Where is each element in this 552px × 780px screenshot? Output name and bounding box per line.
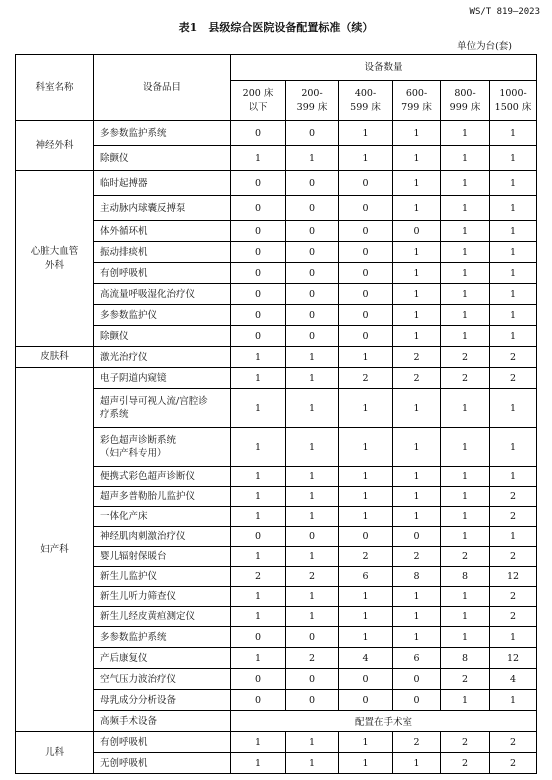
unit-note: 单位为台(套) [457,41,512,52]
value-cell: 1 [393,487,441,507]
value-cell: 1 [286,487,339,507]
value-cell: 12 [490,567,537,587]
value-cell: 2 [393,732,441,753]
value-cell: 1 [441,527,490,547]
value-cell: 1 [441,389,490,428]
value-cell: 1 [286,753,339,774]
table-row [16,326,537,347]
value-cell: 1 [441,305,490,326]
table-row [16,690,537,711]
value-cell: 1 [286,547,339,567]
value-cell: 1 [231,648,286,669]
value-cell: 1 [393,305,441,326]
value-cell: 0 [393,690,441,711]
value-cell: 2 [441,547,490,567]
item-cell: 除颤仪 [94,146,231,171]
table-row [16,467,537,487]
value-cell: 1 [490,263,537,284]
item-cell: 超声多普勒胎儿监护仪 [94,487,231,507]
value-cell: 0 [231,690,286,711]
value-cell: 1 [231,547,286,567]
value-cell: 1 [231,389,286,428]
table-row [16,305,537,326]
value-cell: 0 [286,171,339,196]
table-row [16,221,537,242]
table-row [16,567,537,587]
value-cell: 1 [490,527,537,547]
value-cell: 6 [339,567,393,587]
value-cell: 2 [490,507,537,527]
value-cell: 1 [441,242,490,263]
value-cell: 2 [490,753,537,774]
value-cell: 2 [490,487,537,507]
value-cell: 2 [393,368,441,389]
value-cell: 0 [393,221,441,242]
item-cell: 多参数监护系统 [94,627,231,648]
value-cell: 1 [231,428,286,467]
header-quantity: 设备数量 [231,55,537,81]
value-cell: 1 [490,428,537,467]
item-cell: 母乳成分分析设备 [94,690,231,711]
value-cell: 1 [393,587,441,607]
standard-number: WS/T 819—2023 [469,7,540,17]
value-cell: 1 [393,428,441,467]
value-cell: 2 [441,669,490,690]
equipment-table [15,54,537,774]
value-cell: 1 [393,326,441,347]
value-cell: 0 [286,690,339,711]
value-cell: 1 [490,305,537,326]
value-cell: 1 [339,753,393,774]
value-cell: 2 [490,368,537,389]
value-cell: 0 [286,242,339,263]
table-row [16,547,537,567]
value-cell: 1 [231,753,286,774]
value-cell: 1 [393,171,441,196]
value-cell: 1 [490,627,537,648]
value-cell: 1 [441,428,490,467]
value-cell: 1 [490,171,537,196]
value-cell: 2 [339,368,393,389]
value-cell: 1 [231,467,286,487]
value-cell: 1 [286,368,339,389]
value-cell: 1 [441,284,490,305]
table-row [16,607,537,627]
item-cell: 主动脉内球囊反搏泵 [94,196,231,221]
value-cell: 1 [441,607,490,627]
value-cell: 2 [393,547,441,567]
value-cell: 1 [441,263,490,284]
value-cell: 0 [231,284,286,305]
value-cell: 0 [339,221,393,242]
value-cell: 1 [339,487,393,507]
value-cell: 0 [286,305,339,326]
item-cell: 神经肌肉刺激治疗仪 [94,527,231,547]
value-cell: 2 [490,607,537,627]
value-cell: 1 [441,467,490,487]
table-row [16,627,537,648]
value-cell: 0 [286,263,339,284]
value-cell: 0 [231,669,286,690]
value-cell: 2 [231,567,286,587]
value-cell: 2 [490,587,537,607]
value-cell: 12 [490,648,537,669]
value-cell: 0 [286,284,339,305]
value-cell: 1 [286,467,339,487]
value-cell: 1 [339,389,393,428]
value-cell: 1 [490,242,537,263]
value-cell: 2 [286,567,339,587]
value-cell: 1 [393,507,441,527]
value-cell: 4 [339,648,393,669]
value-cell: 1 [393,753,441,774]
value-cell: 1 [286,347,339,368]
item-cell: 多参数监护仪 [94,305,231,326]
value-cell: 1 [393,389,441,428]
item-cell: 激光治疗仪 [94,347,231,368]
value-cell: 0 [231,121,286,146]
dept-cell: 心脏大血管 外科 [16,171,94,347]
value-cell: 1 [286,428,339,467]
value-cell: 1 [490,690,537,711]
dept-cell: 妇产科 [16,368,94,732]
value-cell: 1 [393,242,441,263]
value-cell: 2 [490,347,537,368]
value-cell: 1 [339,347,393,368]
value-cell: 0 [393,669,441,690]
item-cell: 电子阴道内窥镜 [94,368,231,389]
item-cell: 有创呼吸机 [94,732,231,753]
item-cell: 振动排痰机 [94,242,231,263]
value-cell: 0 [286,221,339,242]
table-row [16,669,537,690]
value-cell: 1 [441,507,490,527]
header-bed-range: 800- 999 床 [441,81,490,121]
value-cell: 1 [490,389,537,428]
value-cell: 1 [490,121,537,146]
value-cell: 1 [393,196,441,221]
table-row [16,121,537,146]
value-cell: 1 [441,627,490,648]
value-cell: 1 [286,146,339,171]
item-cell: 多参数监护系统 [94,121,231,146]
value-cell: 1 [441,690,490,711]
item-cell: 空气压力波治疗仪 [94,669,231,690]
value-cell: 1 [441,146,490,171]
item-cell: 新生儿监护仪 [94,567,231,587]
value-cell: 1 [393,607,441,627]
table-row [16,196,537,221]
value-cell: 0 [286,196,339,221]
value-cell: 0 [339,171,393,196]
table-row [16,732,537,753]
value-cell: 2 [441,753,490,774]
item-cell: 有创呼吸机 [94,263,231,284]
value-cell: 2 [286,648,339,669]
value-cell: 0 [231,221,286,242]
value-cell: 1 [339,121,393,146]
value-cell: 1 [339,507,393,527]
value-cell: 0 [339,284,393,305]
value-cell: 1 [393,121,441,146]
value-cell: 1 [441,121,490,146]
value-cell: 0 [231,242,286,263]
value-cell: 1 [286,507,339,527]
table-row [16,527,537,547]
value-cell: 1 [339,587,393,607]
value-cell: 2 [339,547,393,567]
value-cell: 1 [441,171,490,196]
item-cell: 无创呼吸机 [94,753,231,774]
table-row [16,263,537,284]
header-bed-range: 200 床 以下 [231,81,286,121]
item-cell: 临时起搏器 [94,171,231,196]
item-cell: 产后康复仪 [94,648,231,669]
value-cell: 1 [286,732,339,753]
value-cell: 0 [286,527,339,547]
table-row [16,711,537,732]
value-cell: 1 [441,326,490,347]
table-row [16,428,537,467]
value-cell: 1 [231,368,286,389]
value-cell: 2 [393,347,441,368]
table-row [16,146,537,171]
table-row [16,648,537,669]
value-cell: 0 [339,527,393,547]
value-cell: 1 [441,487,490,507]
value-cell: 1 [339,732,393,753]
value-cell: 1 [490,146,537,171]
item-cell: 高流量呼吸湿化治疗仪 [94,284,231,305]
item-cell: 一体化产床 [94,507,231,527]
value-cell: 1 [490,221,537,242]
value-cell: 0 [339,305,393,326]
table-body [16,121,537,774]
item-cell: 除颤仪 [94,326,231,347]
value-cell: 0 [286,121,339,146]
value-cell: 1 [490,467,537,487]
item-cell: 高频手术设备 [94,711,231,732]
value-cell: 8 [441,648,490,669]
value-cell: 6 [393,648,441,669]
value-cell: 2 [490,547,537,567]
value-cell: 0 [231,527,286,547]
value-cell: 1 [339,607,393,627]
value-cell: 1 [339,467,393,487]
item-cell: 婴儿辐射保暖台 [94,547,231,567]
value-cell: 2 [490,732,537,753]
table-title: 表1 县级综合医院设备配置标准（续） [178,21,374,34]
merged-value-cell: 配置在手术室 [231,711,537,732]
value-cell: 0 [231,196,286,221]
value-cell: 2 [441,732,490,753]
dept-cell: 皮肤科 [16,347,94,368]
table-row [16,587,537,607]
value-cell: 0 [231,305,286,326]
value-cell: 1 [490,284,537,305]
value-cell: 1 [286,587,339,607]
value-cell: 8 [441,567,490,587]
value-cell: 0 [339,263,393,284]
value-cell: 1 [231,146,286,171]
value-cell: 0 [339,669,393,690]
header-bed-range: 600- 799 床 [393,81,441,121]
value-cell: 1 [393,146,441,171]
value-cell: 0 [231,326,286,347]
value-cell: 1 [490,326,537,347]
value-cell: 1 [393,627,441,648]
value-cell: 4 [490,669,537,690]
value-cell: 1 [339,627,393,648]
value-cell: 8 [393,567,441,587]
dept-cell: 神经外科 [16,121,94,171]
value-cell: 0 [286,627,339,648]
value-cell: 1 [231,587,286,607]
item-cell: 便携式彩色超声诊断仪 [94,467,231,487]
table-row [16,242,537,263]
value-cell: 1 [339,146,393,171]
item-cell: 体外循环机 [94,221,231,242]
value-cell: 1 [339,428,393,467]
value-cell: 0 [231,263,286,284]
value-cell: 1 [441,221,490,242]
value-cell: 1 [286,389,339,428]
table-row [16,507,537,527]
value-cell: 0 [339,326,393,347]
item-cell: 新生儿听力筛查仪 [94,587,231,607]
value-cell: 1 [393,284,441,305]
header-dept: 科室名称 [16,55,94,121]
value-cell: 0 [286,326,339,347]
table-row [16,368,537,389]
value-cell: 0 [231,171,286,196]
table-row [16,171,537,196]
header-bed-range: 400- 599 床 [339,81,393,121]
item-cell: 彩色超声诊断系统 （妇产科专用） [94,428,231,467]
item-cell: 新生儿经皮黄疸测定仪 [94,607,231,627]
value-cell: 0 [339,242,393,263]
value-cell: 1 [490,196,537,221]
table-row [16,389,537,428]
value-cell: 2 [441,368,490,389]
value-cell: 0 [339,690,393,711]
value-cell: 1 [231,507,286,527]
value-cell: 0 [286,669,339,690]
header-bed-range: 200- 399 床 [286,81,339,121]
table-row [16,347,537,368]
value-cell: 1 [286,607,339,627]
value-cell: 1 [441,196,490,221]
table-row [16,487,537,507]
value-cell: 1 [441,587,490,607]
value-cell: 1 [231,487,286,507]
value-cell: 1 [393,467,441,487]
value-cell: 1 [231,607,286,627]
value-cell: 2 [441,347,490,368]
dept-cell: 儿科 [16,732,94,774]
value-cell: 0 [393,527,441,547]
value-cell: 1 [231,347,286,368]
table-row [16,284,537,305]
header-bed-range: 1000- 1500 床 [490,81,537,121]
header-item: 设备品目 [94,55,231,121]
value-cell: 0 [339,196,393,221]
value-cell: 0 [231,627,286,648]
table-row [16,753,537,774]
value-cell: 1 [231,732,286,753]
value-cell: 1 [393,263,441,284]
item-cell: 超声引导可视人流/宫腔诊 疗系统 [94,389,231,428]
